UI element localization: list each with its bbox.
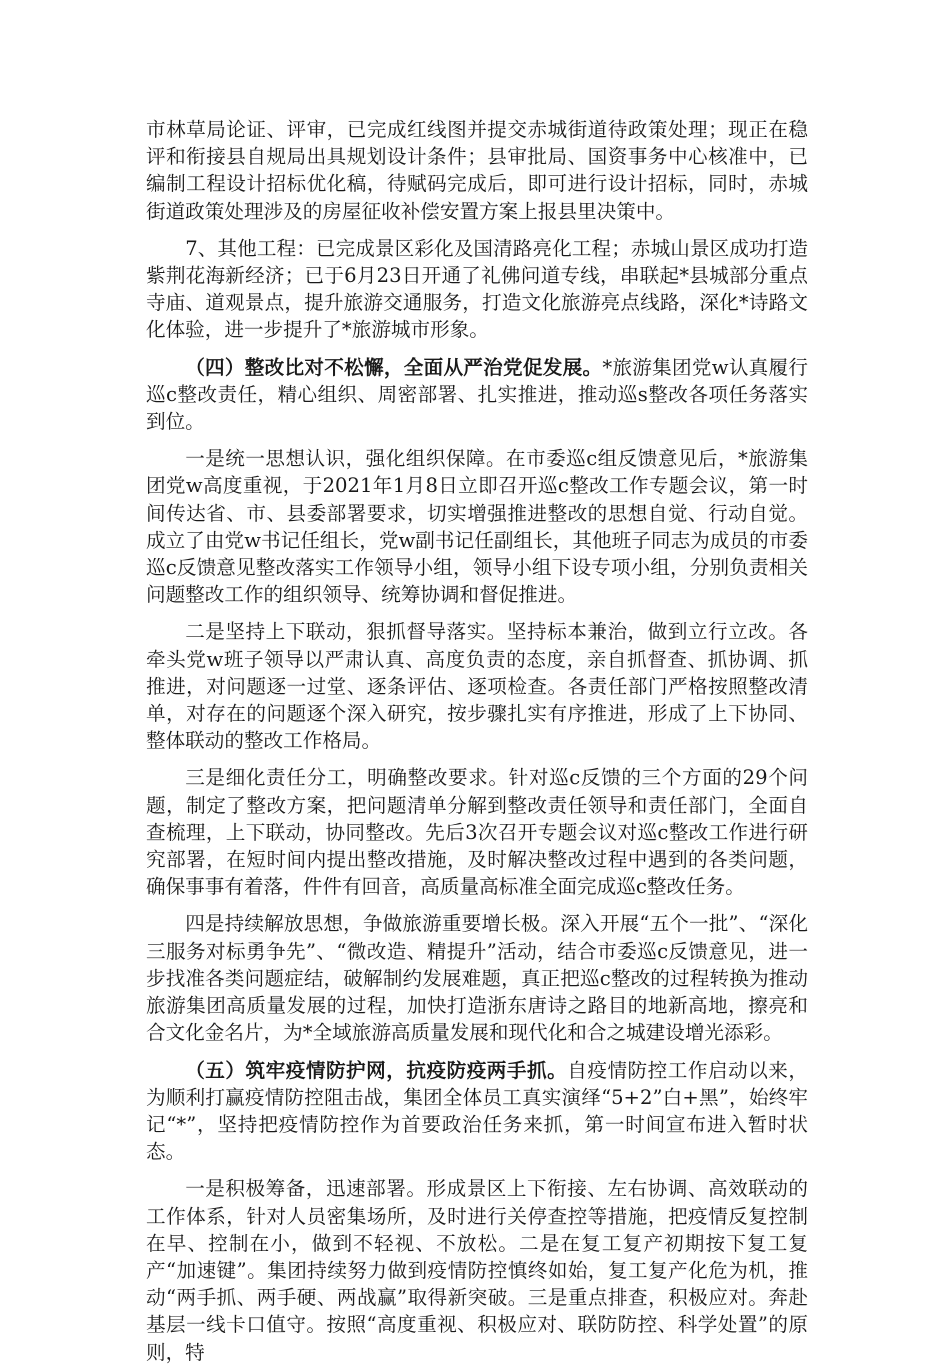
paragraph-point-four bbox=[146, 910, 808, 1046]
section-heading: （四）整改比对不松懈，全面从严治党促发展。 bbox=[185, 355, 603, 379]
paragraph-point-three bbox=[146, 764, 808, 900]
paragraph-other-projects bbox=[146, 235, 808, 344]
section-five-intro bbox=[146, 1057, 808, 1166]
paragraph-text: *旅游集团党w认真履行巡c整改责任，精心组织、周密部署、扎实推进，推动巡s整改各项任务落实到位。 bbox=[146, 355, 809, 434]
paragraph-point-two bbox=[146, 618, 808, 754]
paragraph-text: 市林草局论证、评审，已完成红线图并提交赤城街道待政策处理；现正在稳评和衔接县自规局出具规划设计条件；县审批局、国资事务中心核准中，已编制工程设计招标优化稿，待赋码完成后，即可进行设计招标，同时，赤城街道政策处理涉及的房屋征收补偿安置方案上报县里决策中。 bbox=[146, 118, 808, 223]
paragraph-text: 四是持续解放思想，争做旅游重要增长极。深入开展“五个一批”、“深化三服务对标勇争先”、“微改造、精提升”活动，结合市委巡c反馈意见，进一步找准各类问题症结，破解制约发展难题，真正把巡c整改的过程转换为推动旅游集团高质量发展的过程，加快打造浙东唐诗之路目的地新高地，擦亮和合文化金名片，为*全域旅游高质量发展和现代化和合之城建设增光添彩。 bbox=[146, 912, 808, 1045]
paragraph-text: 一是统一思想认识，强化组织保障。在市委巡c组反馈意见后，*旅游集团党w高度重视，于2021年1月8日立即召开巡c整改工作专题会议，第一时间传达省、市、县委部署要求，切实增强推进整改的思想自觉、行动自觉。成立了由党w书记任组长，党w副书记任副组长，其他班子同志为成员的市委巡c反馈意见整改落实工作领导小组，领导小组下设专项小组，分别负责相关问题整改工作的组织领导、统筹协调和督促推进。 bbox=[146, 447, 808, 607]
paragraph-text: 三是细化责任分工，明确整改要求。针对巡c反馈的三个方面的29个问题，制定了整改方案，把问题清单分解到整改责任领导和责任部门，全面自查梳理，上下联动，协同整改。先后3次召开专题会议对巡c整改工作进行研究部署，在短时间内提出整改措施，及时解决整改过程中遇到的各类问题，确保事事有着落，件件有回音，高质量高标准全面完成巡c整改任务。 bbox=[146, 766, 808, 899]
paragraph-text: 7、其他工程：已完成景区彩化及国清路亮化工程；赤城山景区成功打造紫荆花海新经济；已于6月23日开通了礼佛问道专线，串联起*县城部分重点寺庙、道观景点，提升旅游交通服务，打造文化旅游亮点线路，深化*诗路文化体验，进一步提升了*旅游城市形象。 bbox=[146, 236, 808, 342]
document-page bbox=[146, 116, 808, 1366]
section-heading: （五）筑牢疫情防护网，抗疫防疫两手抓。 bbox=[185, 1058, 568, 1082]
paragraph-text: 一是积极筹备，迅速部署。形成景区上下衔接、左右协调、高效联动的工作体系，针对人员密集场所，及时进行关停查控等措施，把疫情反复控制在早、控制在小，做到不轻视、不放松。二是在复工复产初期按下复工复产“加速键”。集团持续努力做到疫情防控慎终如始，复工复产化危为机，推动“两手抓、两手硬、两战赢”取得新突破。三是重点排查，积极应对。奔赴基层一线卡口值守。按照“高度重视、积极应对、联防防控、科学处置”的原则，特 bbox=[146, 1177, 808, 1364]
paragraph-point-one bbox=[146, 445, 808, 608]
paragraph-construction-progress bbox=[146, 116, 808, 225]
paragraph-epidemic-measures bbox=[146, 1175, 808, 1365]
paragraph-text: 二是坚持上下联动，狠抓督导落实。坚持标本兼治，做到立行立改。各牵头党w班子领导以严肃认真、高度负责的态度，亲自抓督查、抓协调、抓推进，对问题逐一过堂、逐条评估、逐项检查。各责任部门严格按照整改清单，对存在的问题逐个深入研究，按步骤扎实有序推进，形成了上下协同、整体联动的整改工作格局。 bbox=[146, 620, 808, 753]
paragraph-text: 自疫情防控工作启动以来，为顺利打赢疫情防控阻击战，集团全体员工真实演绎“5+2”白+黑”，始终牢记“*”，坚持把疫情防控作为首要政治任务来抓，第一时间宣布进入暂时状态。 bbox=[146, 1058, 809, 1164]
section-four-intro bbox=[146, 354, 808, 436]
